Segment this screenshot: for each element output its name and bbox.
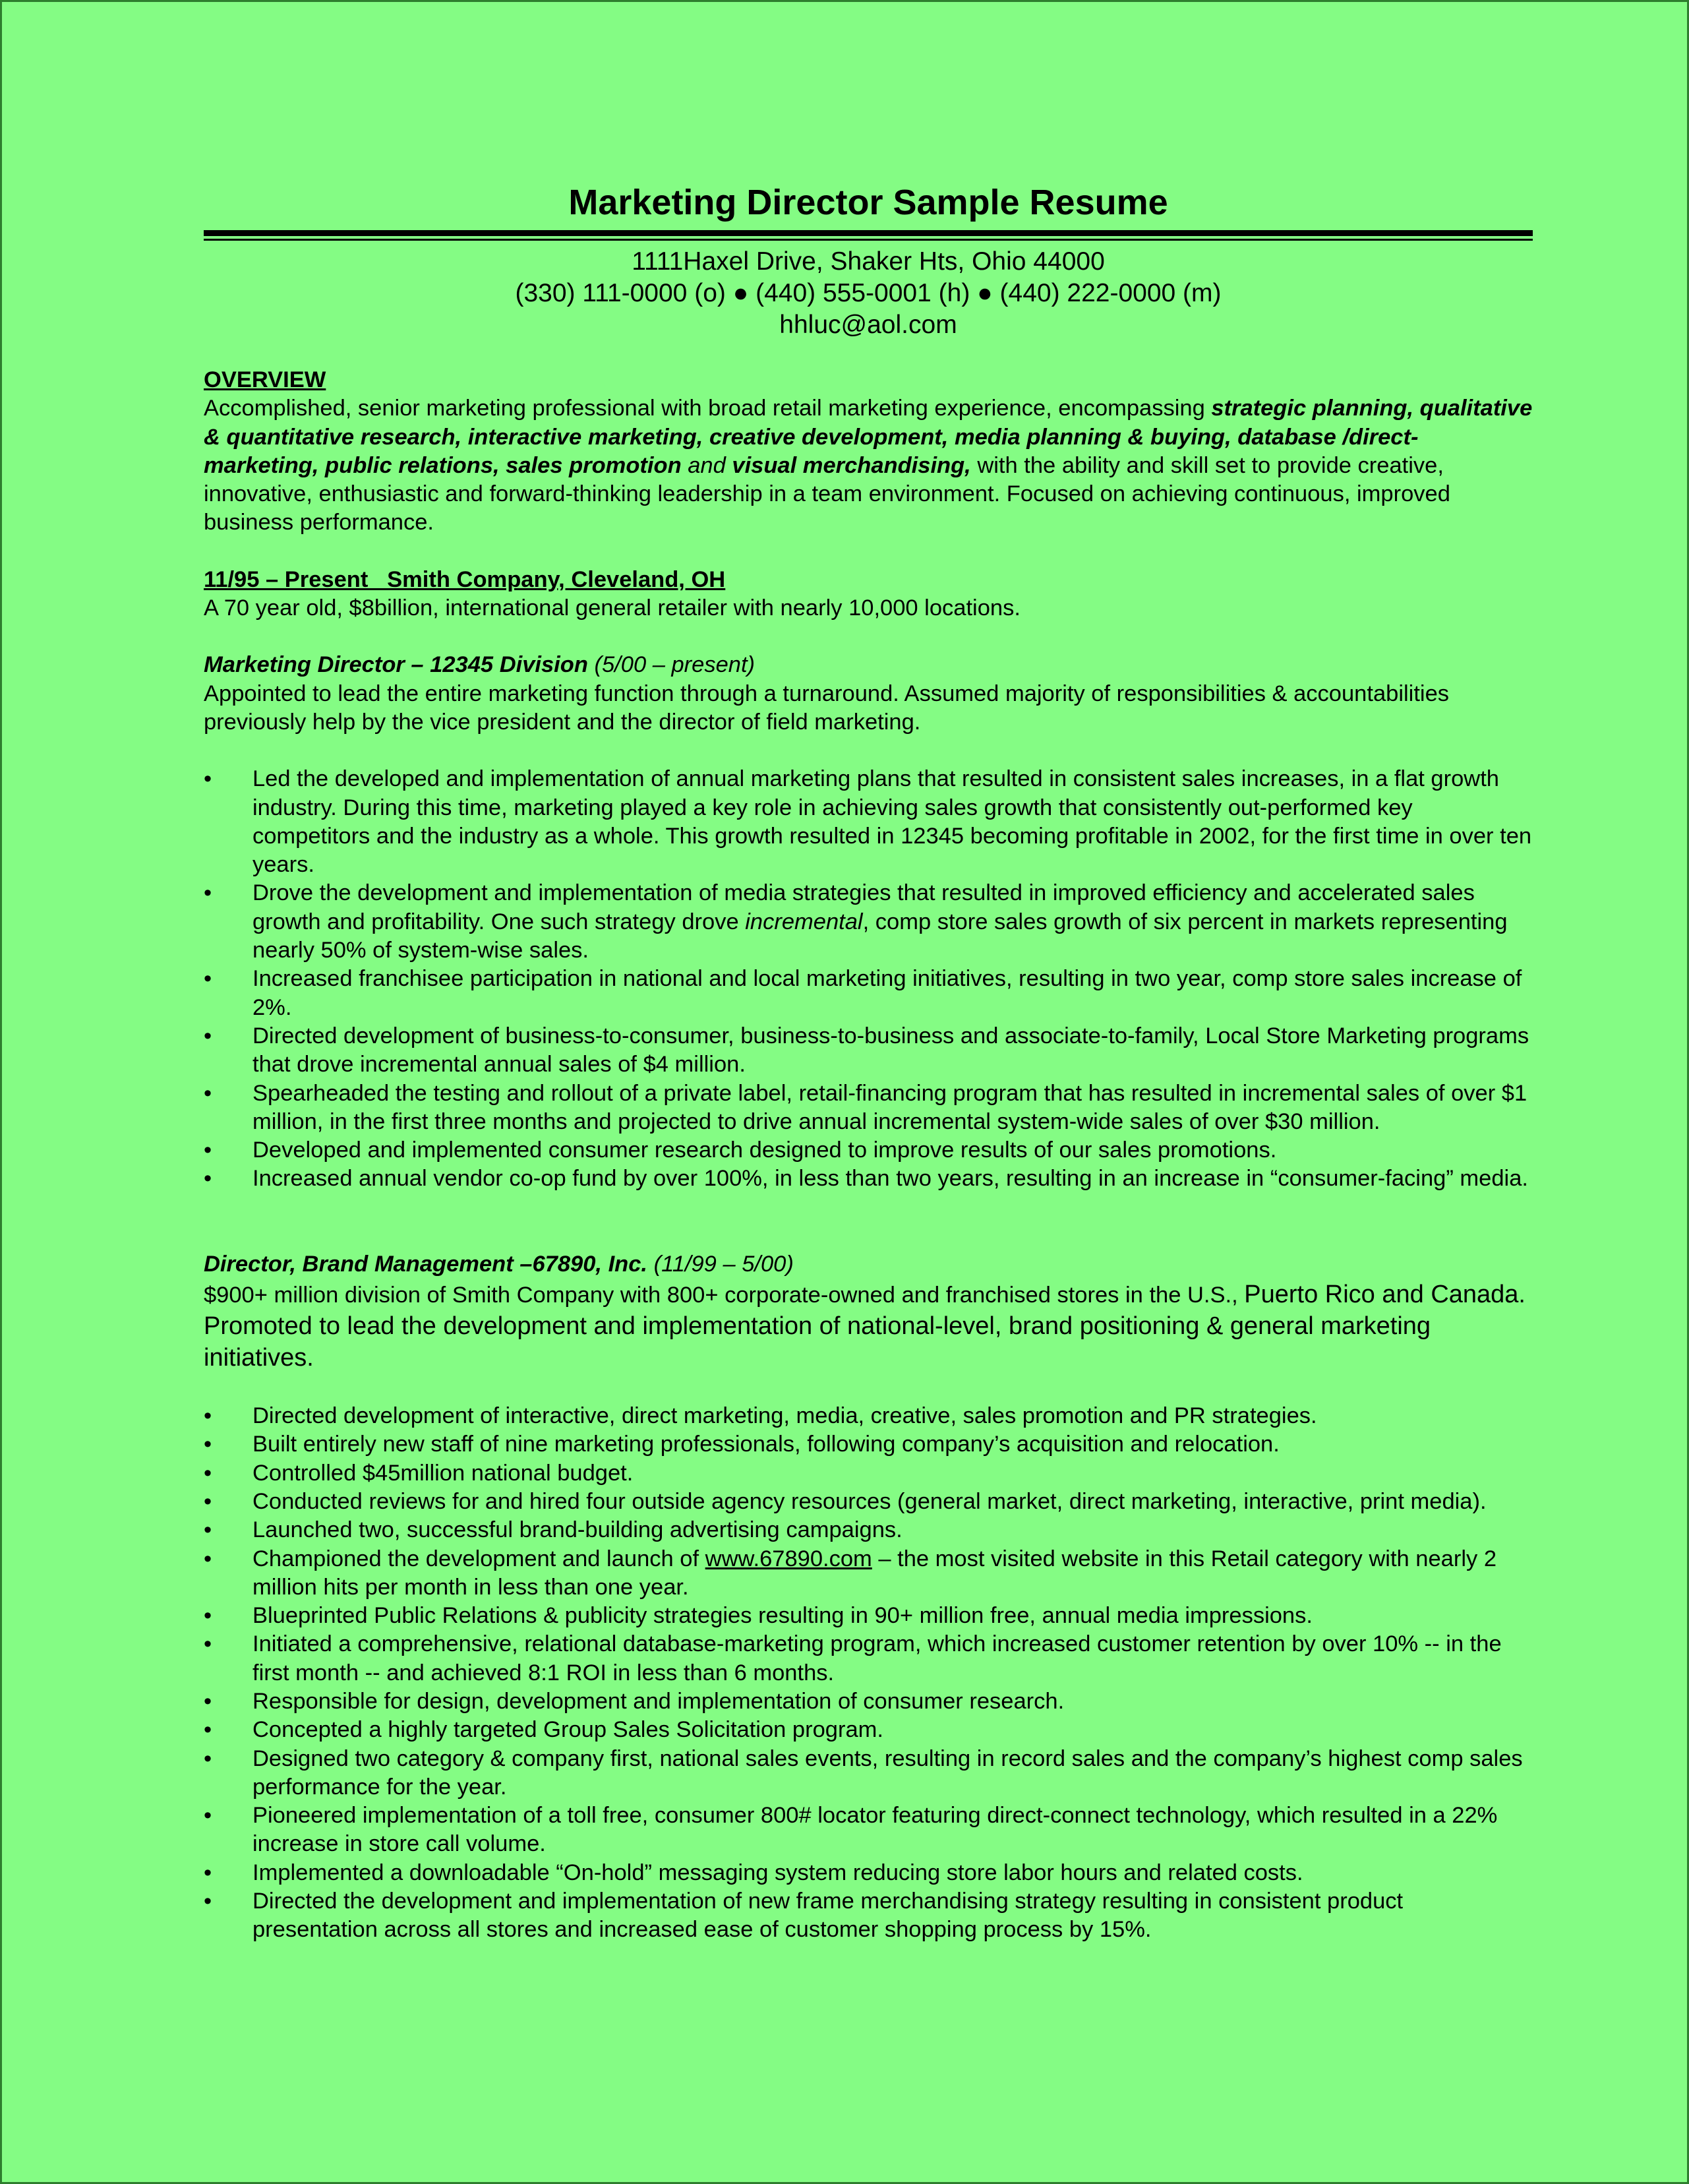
role2-dates: (11/99 – 5/00) [647, 1251, 794, 1277]
bullet-icon: • [204, 1803, 212, 1829]
bullet-icon: • [204, 1403, 212, 1429]
list-item-text: Initiated a comprehensive, relational database-marketing program, which increased customer retention by over 10% -- in the first month -- and achieved 8:1 ROI in less than 6 months. [252, 1631, 1502, 1685]
list-item-text: Blueprinted Public Relations & publicity strategies resulting in 90+ million free, annual media impressions. [252, 1603, 1313, 1629]
title-rule-thick [204, 230, 1533, 236]
contact-address: 1111Haxel Drive, Shaker Hts, Ohio 44000 [632, 247, 1105, 276]
overview-closing: with the ability and skill set to provide creative, innovative, enthusiastic and forward-thinking leadership in a team environment. Focused on achieving continuous, improved business performance. [204, 452, 1450, 535]
list-item-text [252, 880, 1508, 963]
list-item-text-post: – the most visited website in this Retail category with nearly 2 million hits per month in less than one year. [252, 1546, 1497, 1600]
role2-summary-part-a: $900+ million division of Smith Company with 800+ corporate-owned and franchised stores in the U.S., [204, 1283, 1245, 1308]
bullet-icon: • [204, 1631, 212, 1657]
list-item [204, 1859, 1533, 1887]
list-item [204, 1136, 1533, 1165]
list-item-text: Launched two, successful brand-building advertising campaigns. [252, 1517, 903, 1543]
role1-title: Marketing Director – 12345 Division [204, 652, 588, 678]
list-item [204, 1516, 1533, 1544]
list-item [204, 1630, 1533, 1687]
list-item [204, 1430, 1533, 1459]
list-item-text-pre: Championed the development and launch of [252, 1546, 705, 1571]
list-item [204, 765, 1533, 879]
contact-phones: (330) 111-0000 (o) ● (440) 555-0001 (h) ● (440) 222-0000 (m) [515, 279, 1222, 307]
role1-dates: (5/00 – present) [587, 652, 756, 678]
list-item [204, 965, 1533, 1022]
list-item-text: Increased franchisee participation in national and local marketing initiatives, resulting in two year, comp store sales increase of 2%. [252, 966, 1522, 1020]
overview-paragraph [204, 394, 1533, 537]
list-item [204, 1488, 1533, 1516]
role1-summary: Appointed to lead the entire marketing function through a turnaround. Assumed majority of responsibilities & accountabilities previously help by the vice president and the director of field marketing. [204, 681, 1450, 735]
list-item-text-post: , comp store sales growth of six percent in markets representing nearly 50% of system-wise sales. [252, 909, 1508, 963]
list-item [204, 1602, 1533, 1630]
contact-email: hhluc@aol.com [779, 311, 957, 339]
role2-bullet-list [204, 1402, 1533, 1945]
list-item [204, 1716, 1533, 1744]
list-item-text: Implemented a downloadable “On-hold” messaging system reducing store labor hours and related costs. [252, 1860, 1303, 1885]
bullet-icon: • [204, 1080, 212, 1106]
role1-heading [204, 651, 1533, 679]
bullet-icon: • [204, 1023, 212, 1048]
list-item-text: Spearheaded the testing and rollout of a private label, retail-financing program that has resulted in incremental sales of over $1 million, in the first three months and projected to drive annual incremental system-wide sales of over $30 million. [252, 1080, 1527, 1134]
list-item [204, 1402, 1533, 1430]
role2-summary [204, 1279, 1533, 1374]
role2-title: Director, Brand Management –67890, Inc. [204, 1251, 648, 1277]
list-item-text: Pioneered implementation of a toll free, consumer 800# locator featuring direct-connect technology, which resulted in a 22% increase in store call volume. [252, 1803, 1498, 1857]
employer-description: A 70 year old, $8billion, international general retailer with nearly 10,000 locations. [204, 595, 1021, 621]
list-item-text: Concepted a highly targeted Group Sales Solicitation program. [252, 1717, 883, 1743]
role2-summary-part-b: Puerto Rico and Canada. Promoted to lead the development and implementation of national-level, brand positioning & general marketing initiatives. [204, 1281, 1526, 1372]
bullet-icon: • [204, 1517, 212, 1543]
resume-title: Marketing Director Sample Resume [568, 183, 1168, 222]
bullet-icon: • [204, 1546, 212, 1571]
list-item-text: Directed development of interactive, direct marketing, media, creative, sales promotion and PR strategies. [252, 1403, 1317, 1429]
list-item-text: Directed the development and implementation of new frame merchandising strategy resulting in consistent product presentation across all stores and increased ease of customer shopping process by 15%. [252, 1889, 1404, 1943]
role2-heading [204, 1250, 1533, 1279]
bullet-icon: • [204, 880, 212, 906]
bullet-icon: • [204, 966, 212, 992]
overview-and: and [681, 452, 732, 478]
list-item-text: Controlled $45million national budget. [252, 1460, 634, 1486]
bullet-icon: • [204, 1860, 212, 1885]
list-item [204, 1459, 1533, 1488]
list-item-text-pre: Drove the development and implementation of media strategies that resulted in improved efficiency and accelerated sales growth and profitability. One such strategy drove [252, 880, 1475, 934]
list-item [204, 1687, 1533, 1716]
list-item-text: Conducted reviews for and hired four outside agency resources (general market, direct marketing, interactive, print media). [252, 1488, 1487, 1514]
list-item-text: Developed and implemented consumer research designed to improve results of our sales promotions. [252, 1138, 1277, 1163]
list-item-text: Led the developed and implementation of annual marketing plans that resulted in consistent sales increases, in a flat growth industry. During this time, marketing played a key role in achieving sales growth that consistently out-performed key competitors and the industry as a whole. This growth resulted in 12345 becoming profitable in 2002, for the first time in over ten years. [252, 766, 1532, 878]
bullet-icon: • [204, 1488, 212, 1514]
list-item-text-emphasis: incremental [745, 909, 863, 934]
bullet-icon: • [204, 1745, 212, 1771]
bullet-icon: • [204, 1460, 212, 1486]
list-item [204, 1079, 1533, 1137]
overview-skills-secondary: visual merchandising, [732, 452, 971, 478]
bullet-icon: • [204, 766, 212, 792]
list-item-text: Built entirely new staff of nine marketing professionals, following company’s acquisition and relocation. [252, 1432, 1280, 1457]
bullet-icon: • [204, 1688, 212, 1714]
list-item [204, 1887, 1533, 1945]
overview-heading: OVERVIEW [204, 367, 326, 392]
bullet-icon: • [204, 1432, 212, 1457]
list-item-text: Designed two category & company first, national sales events, resulting in record sales and the company’s highest comp sales performance for the year. [252, 1745, 1523, 1800]
list-item [204, 1745, 1533, 1802]
bullet-icon: • [204, 1717, 212, 1743]
role1-bullet-list [204, 765, 1533, 1193]
bullet-icon: • [204, 1138, 212, 1163]
list-item-text: Responsible for design, development and implementation of consumer research. [252, 1688, 1065, 1714]
list-item [204, 1545, 1533, 1602]
resume-content [204, 181, 1533, 1945]
overview-skills-primary: strategic planning, qualitative & quantitative research, interactive marketing, creative development, media planning & buying, database /direct-marketing, public relations, sales promotion [204, 396, 1533, 478]
list-item-text: Increased annual vendor co-op fund by over 100%, in less than two years, resulting in an increase in “consumer-facing” media. [252, 1166, 1528, 1192]
employer-heading: 11/95 – Present Smith Company, Cleveland, OH [204, 566, 726, 592]
list-item [204, 879, 1533, 965]
list-item [204, 1802, 1533, 1859]
title-rule-thin [204, 239, 1533, 241]
bullet-icon: • [204, 1166, 212, 1192]
bullet-icon: • [204, 1603, 212, 1629]
list-item [204, 1022, 1533, 1079]
list-item [204, 1165, 1533, 1193]
list-item-text [252, 1546, 1496, 1600]
website-link[interactable]: www.67890.com [705, 1546, 872, 1571]
bullet-icon: • [204, 1889, 212, 1914]
list-item-text: Directed development of business-to-consumer, business-to-business and associate-to-family, Local Store Marketing programs that drove incremental annual sales of $4 million. [252, 1023, 1529, 1077]
overview-intro: Accomplished, senior marketing professional with broad retail marketing experience, encompassing [204, 396, 1212, 421]
